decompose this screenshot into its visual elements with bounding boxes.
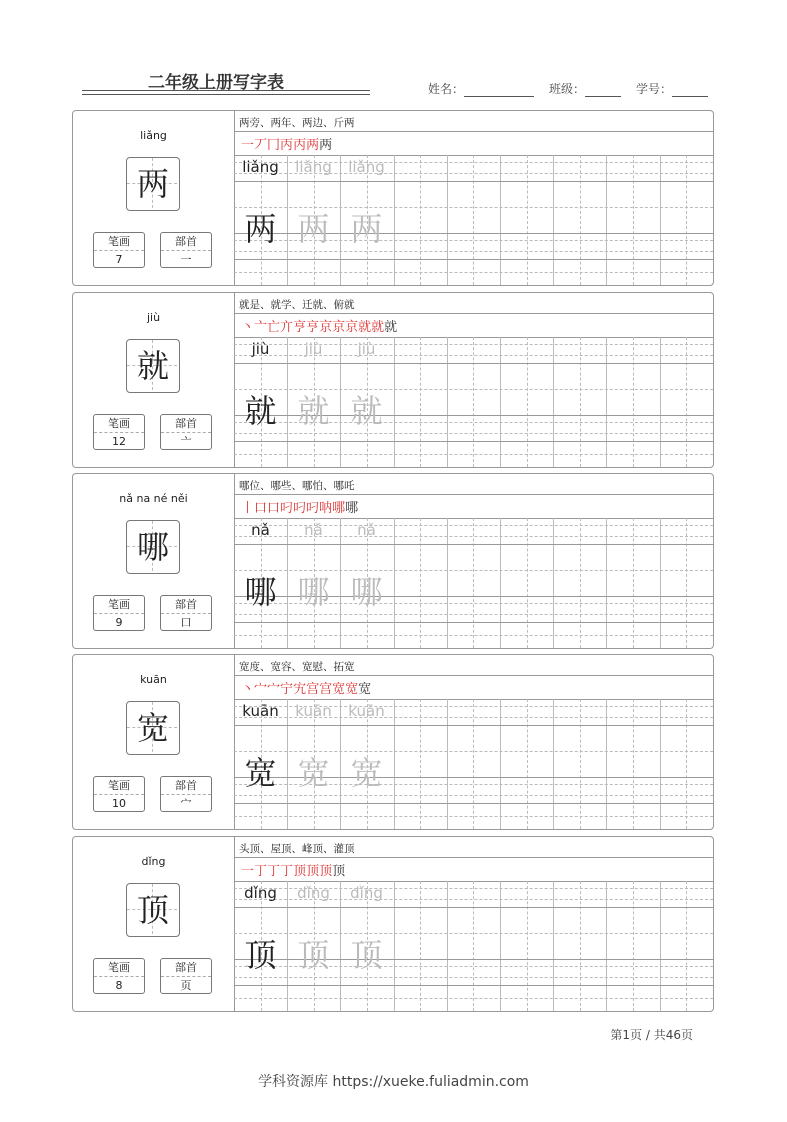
page-indicator: 第1页 / 共46页: [610, 1028, 693, 1042]
grid-line: [394, 881, 395, 1011]
grid-line: [234, 635, 713, 636]
row-divider: [234, 441, 713, 442]
stroke-count-value: 12: [112, 435, 126, 448]
grid-line: [686, 155, 687, 285]
stroke-order: [241, 497, 358, 516]
practice-panel: [234, 474, 713, 648]
student-id-field[interactable]: [636, 80, 708, 97]
grid-line: [606, 881, 607, 1011]
pinyin-model: jiù: [251, 340, 270, 358]
stroke-step: 顶: [306, 864, 320, 879]
radical-box: [160, 776, 212, 812]
pinyin-model: nǎ: [251, 521, 270, 539]
word-examples: 哪位、哪些、哪怕、哪吒: [239, 480, 355, 492]
grid-line: [447, 337, 448, 467]
pinyin-trace: nǎ: [357, 521, 376, 539]
grid-line: [553, 881, 554, 1011]
stroke-step: 两: [306, 138, 320, 153]
stroke-step: 宽: [345, 682, 359, 697]
char-info-panel: [73, 293, 235, 467]
pinyin-trace: jiù: [304, 340, 323, 358]
grid-line: [234, 795, 713, 796]
radical-label: 部首: [161, 233, 211, 251]
grid-line: [447, 881, 448, 1011]
grid-line: [580, 155, 581, 285]
grid-line: [234, 251, 713, 252]
char-trace: 两: [350, 210, 383, 248]
practice-panel: [234, 655, 713, 829]
grid-line: [580, 518, 581, 648]
row-divider: [234, 494, 713, 495]
pinyin-trace: kuān: [348, 702, 385, 720]
word-examples: 两旁、两年、两边、斤两: [239, 117, 355, 129]
grid-line: [633, 518, 634, 648]
char-box: [126, 157, 180, 211]
char-card: [72, 836, 714, 1012]
grid-line: [660, 881, 661, 1011]
grid-line: [606, 155, 607, 285]
radical-label: 部首: [161, 596, 211, 614]
grid-line: [394, 699, 395, 829]
char-trace: 哪: [297, 573, 330, 611]
stroke-step: 丶: [241, 682, 255, 697]
main-character: 两: [136, 165, 169, 203]
stroke-step: 宫: [306, 682, 320, 697]
grid-line: [633, 699, 634, 829]
pinyin-model: dǐng: [244, 884, 277, 902]
grid-line: [580, 699, 581, 829]
grid-line: [660, 699, 661, 829]
page-title: 二年级上册写字表: [148, 73, 284, 93]
stroke-count-value: 8: [115, 979, 123, 992]
char-model: 宽: [244, 754, 277, 792]
stroke-step: 叼: [306, 501, 320, 516]
stroke-count-box: [93, 595, 145, 631]
stroke-step: 顶: [332, 864, 346, 879]
char-card: [72, 292, 714, 468]
row-divider: [234, 803, 713, 804]
stroke-step: 宀: [254, 682, 268, 697]
stroke-step: 口: [267, 501, 281, 516]
grid-line: [234, 977, 713, 978]
stroke-count-box: [93, 414, 145, 450]
char-trace: 顶: [297, 936, 330, 974]
grid-line: [606, 518, 607, 648]
stroke-step: 亠: [254, 320, 268, 335]
grid-line: [686, 699, 687, 829]
stroke-order: [241, 678, 371, 697]
grid-line: [633, 881, 634, 1011]
practice-grid[interactable]: [234, 881, 713, 1011]
word-examples: 头顶、屋顶、峰顶、灌顶: [239, 843, 355, 855]
grid-line: [606, 337, 607, 467]
stroke-count-label: 笔画: [94, 415, 144, 433]
practice-grid[interactable]: [234, 518, 713, 648]
name-field[interactable]: [428, 80, 534, 97]
row-divider: [234, 907, 713, 908]
stroke-count-value: 7: [115, 253, 123, 266]
pinyin-trace: liǎng: [295, 158, 332, 176]
practice-grid[interactable]: [234, 155, 713, 285]
radical-label: 部首: [161, 777, 211, 795]
id-label: 学号：: [636, 82, 673, 96]
practice-grid[interactable]: [234, 699, 713, 829]
radical-label: 部首: [161, 415, 211, 433]
stroke-count-label: 笔画: [94, 233, 144, 251]
grid-line: [420, 155, 421, 285]
char-info-panel: [73, 837, 235, 1011]
row-divider: [234, 675, 713, 676]
stroke-order: [241, 860, 345, 879]
char-info-panel: [73, 655, 235, 829]
name-label: 姓名：: [428, 82, 465, 96]
stroke-step: 丙: [280, 138, 294, 153]
word-examples: 就是、就学、迁就、俯就: [239, 299, 355, 311]
main-character: 就: [136, 347, 169, 385]
practice-panel: [234, 837, 713, 1011]
char-trace: 就: [297, 392, 330, 430]
class-label: 班级：: [549, 82, 586, 96]
grid-line: [660, 518, 661, 648]
id-blank[interactable]: [672, 84, 708, 97]
stroke-step: 顶: [319, 864, 333, 879]
char-pinyin: jiù: [146, 311, 161, 324]
grid-line: [473, 518, 474, 648]
grid-line: [394, 155, 395, 285]
stroke-step: 宁: [280, 682, 294, 697]
grid-line: [420, 699, 421, 829]
row-divider: [234, 313, 713, 314]
stroke-step: 丙: [293, 138, 307, 153]
grid-line: [527, 155, 528, 285]
grid-line: [447, 699, 448, 829]
char-card: [72, 110, 714, 286]
main-character: 哪: [136, 528, 169, 566]
pinyin-trace: liǎng: [348, 158, 385, 176]
char-info-panel: [73, 111, 235, 285]
main-character: 宽: [136, 709, 169, 747]
grid-line: [553, 337, 554, 467]
radical-box: [160, 414, 212, 450]
row-divider: [234, 181, 713, 182]
stroke-step: 亨: [306, 320, 320, 335]
stroke-step: 亡: [267, 320, 281, 335]
grid-line: [633, 155, 634, 285]
grid-line: [234, 272, 713, 273]
stroke-step: 就: [384, 320, 398, 335]
stroke-step: 京: [319, 320, 333, 335]
row-divider: [234, 725, 713, 726]
pinyin-trace: dǐng: [350, 884, 383, 902]
char-pinyin: nǎ na né něi: [119, 492, 188, 505]
char-box: [126, 883, 180, 937]
stroke-order: [241, 316, 397, 335]
radical-box: [160, 595, 212, 631]
stroke-step: 丁: [254, 864, 268, 879]
practice-panel: [234, 293, 713, 467]
stroke-step: 呐: [319, 501, 333, 516]
grid-line: [234, 433, 713, 434]
grid-line: [686, 337, 687, 467]
stroke-step: 一: [241, 138, 255, 153]
char-model: 就: [244, 392, 277, 430]
stroke-step: 口: [254, 501, 268, 516]
grid-line: [473, 699, 474, 829]
grid-line: [500, 337, 501, 467]
grid-line: [234, 614, 713, 615]
stroke-step: 叼: [280, 501, 294, 516]
char-model: 两: [244, 210, 277, 248]
stroke-step: 两: [319, 138, 333, 153]
practice-grid[interactable]: [234, 337, 713, 467]
grid-line: [580, 881, 581, 1011]
char-card: [72, 473, 714, 649]
char-trace: 哪: [350, 573, 383, 611]
stroke-count-box: [93, 776, 145, 812]
grid-line: [606, 699, 607, 829]
radical-value: 口: [180, 616, 192, 629]
grid-line: [660, 155, 661, 285]
radical-value: 一: [180, 253, 192, 266]
grid-line: [447, 155, 448, 285]
radical-label: 部首: [161, 959, 211, 977]
row-divider: [234, 622, 713, 623]
radical-value: 亠: [180, 435, 192, 448]
grid-line: [553, 155, 554, 285]
grid-line: [527, 337, 528, 467]
char-pinyin: dǐng: [141, 855, 166, 868]
stroke-step: 丶: [241, 320, 255, 335]
grid-line: [420, 337, 421, 467]
stroke-step: 哪: [332, 501, 346, 516]
grid-line: [527, 518, 528, 648]
grid-line: [633, 337, 634, 467]
grid-line: [553, 518, 554, 648]
row-divider: [234, 131, 713, 132]
stroke-step: 就: [371, 320, 385, 335]
char-model: 顶: [244, 936, 277, 974]
char-trace: 就: [350, 392, 383, 430]
name-blank[interactable]: [464, 84, 534, 97]
grid-line: [234, 998, 713, 999]
grid-line: [527, 699, 528, 829]
stroke-order: [241, 134, 332, 153]
pinyin-trace: kuān: [295, 702, 332, 720]
char-box: [126, 701, 180, 755]
stroke-step: 丁: [267, 864, 281, 879]
grid-line: [420, 881, 421, 1011]
stroke-step: 就: [358, 320, 372, 335]
stroke-step: 宄: [293, 682, 307, 697]
stroke-count-value: 10: [112, 797, 126, 810]
stroke-step: 宫: [319, 682, 333, 697]
stroke-step: 亣: [280, 320, 294, 335]
grid-line: [500, 518, 501, 648]
grid-line: [500, 155, 501, 285]
pinyin-model: liǎng: [242, 158, 279, 176]
stroke-step: 丁: [280, 864, 294, 879]
grid-line: [686, 518, 687, 648]
grid-line: [473, 881, 474, 1011]
grid-line: [527, 881, 528, 1011]
row-divider: [234, 363, 713, 364]
char-model: 哪: [244, 573, 277, 611]
pinyin-model: kuān: [242, 702, 279, 720]
stroke-count-label: 笔画: [94, 959, 144, 977]
char-box: [126, 520, 180, 574]
class-field[interactable]: [549, 80, 621, 97]
char-trace: 宽: [297, 754, 330, 792]
radical-value: 页: [180, 979, 192, 992]
grid-line: [234, 454, 713, 455]
grid-line: [473, 155, 474, 285]
source-watermark: 学科资源库 https://xueke.fuliadmin.com: [258, 1074, 529, 1090]
title-underline: [82, 94, 370, 95]
grid-line: [686, 881, 687, 1011]
char-pinyin: kuān: [140, 673, 167, 686]
grid-line: [394, 518, 395, 648]
stroke-step: 宽: [358, 682, 372, 697]
stroke-step: 冂: [267, 138, 281, 153]
char-trace: 顶: [350, 936, 383, 974]
stroke-count-value: 9: [115, 616, 123, 629]
grid-line: [500, 699, 501, 829]
char-card: [72, 654, 714, 830]
char-box: [126, 339, 180, 393]
stroke-step: 丨: [241, 501, 255, 516]
row-divider: [234, 544, 713, 545]
grid-line: [234, 816, 713, 817]
stroke-step: 丆: [254, 138, 268, 153]
char-trace: 两: [297, 210, 330, 248]
char-trace: 宽: [350, 754, 383, 792]
practice-panel: [234, 111, 713, 285]
stroke-step: 顶: [293, 864, 307, 879]
class-blank[interactable]: [585, 84, 621, 97]
stroke-count-box: [93, 958, 145, 994]
title-underline: [82, 90, 370, 91]
grid-line: [473, 337, 474, 467]
main-character: 顶: [136, 891, 169, 929]
char-info-panel: [73, 474, 235, 648]
grid-line: [420, 518, 421, 648]
grid-line: [500, 881, 501, 1011]
char-pinyin: liǎng: [140, 129, 167, 142]
stroke-count-label: 笔画: [94, 777, 144, 795]
stroke-step: 一: [241, 864, 255, 879]
pinyin-trace: jiù: [357, 340, 376, 358]
radical-value: 宀: [180, 797, 192, 810]
stroke-count-box: [93, 232, 145, 268]
stroke-step: 亨: [293, 320, 307, 335]
stroke-step: 叼: [293, 501, 307, 516]
grid-line: [394, 337, 395, 467]
grid-line: [553, 699, 554, 829]
stroke-step: 京: [345, 320, 359, 335]
row-divider: [234, 985, 713, 986]
stroke-count-label: 笔画: [94, 596, 144, 614]
stroke-step: 哪: [345, 501, 359, 516]
stroke-step: 宽: [332, 682, 346, 697]
radical-box: [160, 958, 212, 994]
radical-box: [160, 232, 212, 268]
row-divider: [234, 259, 713, 260]
pinyin-trace: nǎ: [304, 521, 323, 539]
stroke-step: 京: [332, 320, 346, 335]
grid-line: [580, 337, 581, 467]
pinyin-trace: dǐng: [297, 884, 330, 902]
grid-line: [447, 518, 448, 648]
stroke-step: 宀: [267, 682, 281, 697]
row-divider: [234, 857, 713, 858]
word-examples: 宽度、宽容、宽慰、拓宽: [239, 661, 355, 673]
grid-line: [660, 337, 661, 467]
